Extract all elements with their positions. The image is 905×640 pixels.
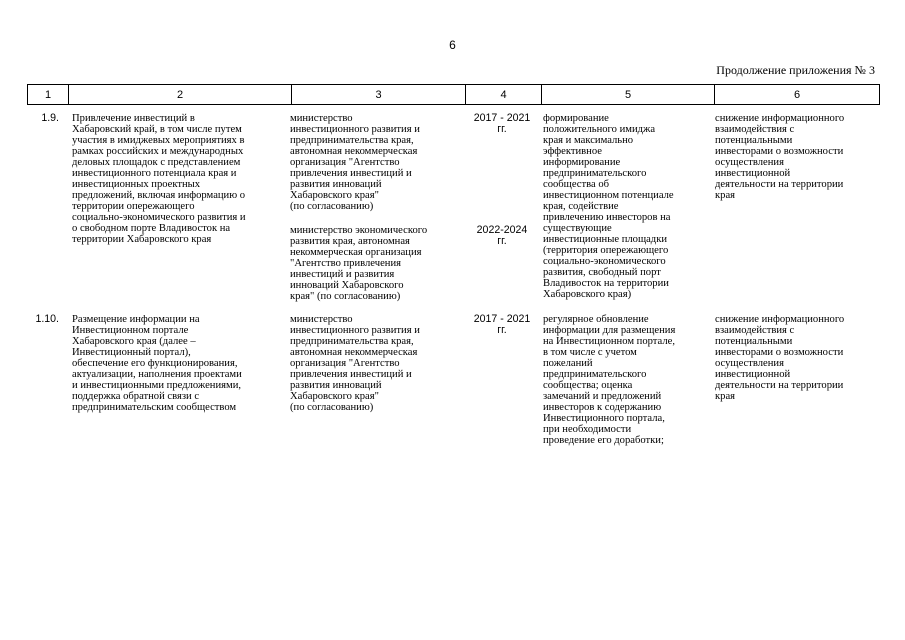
column-header: 4: [466, 85, 542, 105]
non-implementation-consequence: снижение информационного взаимодействия с потенциальными инвесторами о возможности осуществления инвестиционной деятельности на территории края: [715, 314, 845, 402]
column-header: 5: [542, 85, 715, 105]
column-header: 1: [28, 85, 69, 105]
non-implementation-consequence: снижение информационного взаимодействия с потенциальными инвесторами о возможности осуществления инвестиционной деятельности на территории края: [715, 113, 845, 201]
row-number: 1.9.: [41, 112, 59, 124]
responsible-executor: министерство инвестиционного развития и предпринимательства края, автономная некоммерческая организация "Агентство привлечения инвестиций и развития инноваций Хабаровского края" (по согласованию): [290, 314, 420, 413]
responsible-executor: министерство экономического развития края, автономная некоммерческая организация "Агентство привлечения инвестиций и развития инноваций Хабаровского края" (по согласованию): [290, 225, 428, 302]
column-header-table: [27, 84, 880, 105]
responsible-executor: министерство инвестиционного развития и предпринимательства края, автономная некоммерческая организация "Агентство привлечения инвестиций и развития инноваций Хабаровского края" (по согласованию): [290, 113, 420, 212]
row-number: 1.10.: [35, 313, 59, 325]
expected-result: регулярное обновление информации для размещения на Инвестиционном портале, в том числе с учетом пожеланий предпринимательского сообщества; оценка замечаний и предложений инвесторов к содержанию Инвестиционного портала, при необходимости проведение его доработки;: [543, 314, 676, 446]
column-header: 2: [69, 85, 292, 105]
measure-name: Привлечение инвестиций в Хабаровский край, в том числе путем участия в имиджевых мероприятиях в рамках российских и международных деловых площадок с представлением инвестиционного потенциала края и инвестиционных проектных предложений, включая информацию о территории опережающего социально-экономического развития и о свободном порте Владивосток на территории Хабаровского края: [72, 113, 246, 245]
column-header-row: [28, 85, 880, 105]
column-header: 3: [292, 85, 466, 105]
page-number: 6: [449, 38, 456, 52]
implementation-period: 2022-2024 гг.: [476, 224, 528, 247]
continuation-note: Продолжение приложения № 3: [716, 63, 875, 77]
implementation-period: 2017 - 2021 гг.: [473, 112, 531, 135]
implementation-period: 2017 - 2021 гг.: [473, 313, 531, 336]
expected-result: формирование положительного имиджа края и максимально эффективное информирование предпринимательского сообщества об инвестиционном потенциале края, содействие привлечению инвесторов на существующие инвестиционные площадки (территория опережающего социально-экономического развития, свободный порт Владивосток на территории Хабаровского края): [543, 113, 674, 300]
measure-name: Размещение информации на Инвестиционном портале Хабаровского края (далее – Инвестиционный портал), обеспечение его функционирования, актуализации, наполнения проектами и инвестиционными предложениями, поддержка обратной связи с предпринимательским сообществом: [72, 314, 242, 413]
column-header: 6: [715, 85, 880, 105]
